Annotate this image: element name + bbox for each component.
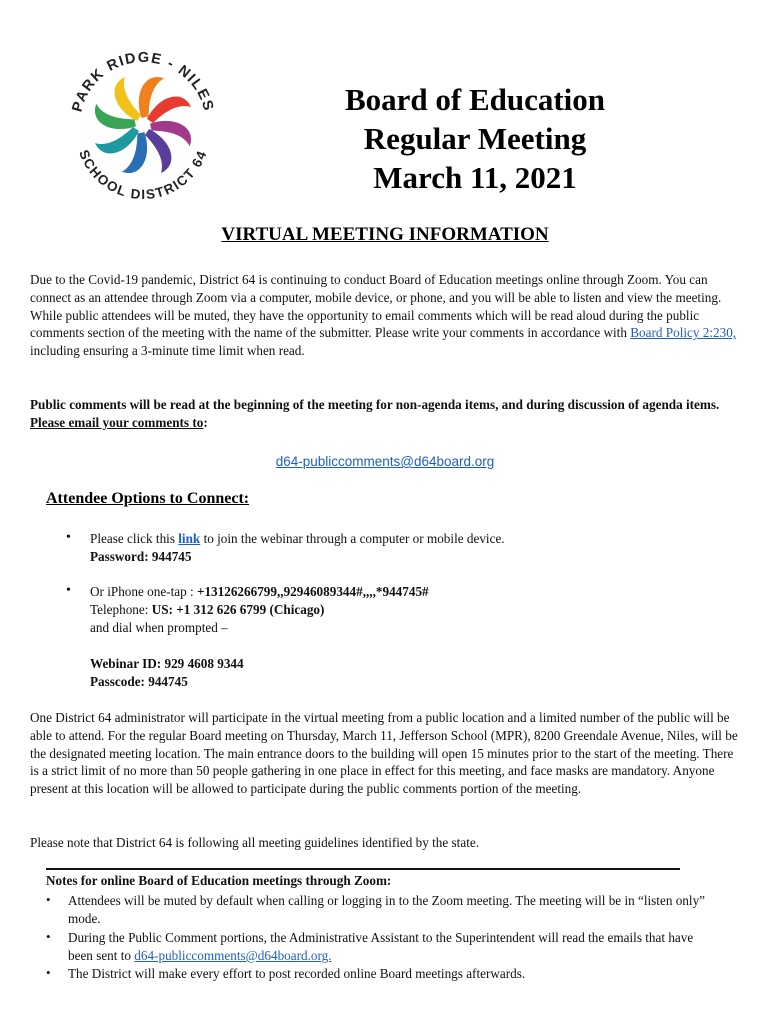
logo-center [139, 121, 147, 129]
intro-text: Due to the Covid-19 pandemic, District 64 is continuing to conduct Board of Education meetings online through Zoom. You can connect as an attendee through Zoom via a computer, mobile device, or phone, and you will be able to listen and view the meeting. While public attendees will be muted, they have the opportunity to email comments which will be read aloud during the public comments section of the meeting with the name of the submitter. Please write your comments in accordance with [30, 272, 722, 341]
note-item-3: The District will make every effort to post recorded online Board meetings afterwards. [68, 966, 526, 981]
logo-petal [145, 129, 171, 173]
webinar-passcode: Passcode: 944745 [90, 673, 188, 689]
option1-text-end: to join the webinar through a computer or mobile device. [200, 531, 505, 546]
iphone-number: +13126266799,,92946089344#,,,,*944745# [196, 584, 429, 599]
note-item-2 [68, 929, 708, 965]
iphone-label: Or iPhone one-tap : [90, 584, 197, 599]
webinar-details [90, 655, 730, 691]
webinar-password: Password: 944745 [90, 548, 192, 564]
option-webinar-link [90, 530, 730, 566]
logo-top-text: PARK RIDGE - NILES [69, 49, 217, 114]
pinwheel-petals [89, 71, 197, 179]
telephone-label: Telephone: [90, 601, 152, 617]
email-instruction: Please email your comments to [30, 414, 204, 430]
note-email-link[interactable]: d64-publiccomments@d64board.org. [134, 947, 332, 963]
notes-heading: Notes for online Board of Education meetings through Zoom: [46, 873, 392, 888]
telephone-number: US: +1 312 626 6799 (Chicago) [151, 601, 325, 617]
public-comments-text: Public comments will be read at the beginning of the meeting for non-agenda items, and during discussion of agenda items. [30, 397, 720, 412]
public-comments-email-link[interactable]: d64-publiccomments@d64board.org [275, 454, 495, 469]
public-comments-paragraph [30, 396, 742, 432]
option1-text: Please click this [90, 531, 179, 546]
page-title [290, 80, 660, 197]
title-line-3: March 11, 2021 [373, 160, 577, 195]
title-line-1: Board of Education [344, 82, 606, 117]
administrator-paragraph: One District 64 administrator will participate in the virtual meeting from a public location and a limited number of the public will be able to attend. For the regular Board meeting on Thursday, March 11, Jefferson School (MPR), 8200 Greendale Avenue, Niles, will be the designated meeting location. The main entrance doors to the building will open 15 minutes prior to the start of the meeting. There is a strict limit of no more than 50 people gathering in one place in effect for this meeting, and face masks are mandatory. Anyone present at this location will be allowed to participate during the public comments portion of the meeting. [30, 710, 738, 797]
public-comments-email [0, 454, 770, 469]
bullet-icon: • [46, 892, 51, 907]
colon: : [203, 414, 208, 430]
attendee-options-heading: Attendee Options to Connect: [46, 490, 250, 507]
logo-bottom-text: SCHOOL DISTRICT 64 [76, 147, 210, 203]
bullet-icon: • [46, 929, 51, 944]
option-phone [90, 583, 730, 636]
intro-paragraph [30, 271, 742, 360]
bullet-icon: • [66, 530, 71, 545]
webinar-link[interactable]: link [178, 531, 201, 546]
divider [46, 868, 680, 870]
title-line-2: Regular Meeting [363, 121, 587, 156]
intro-text-end: including ensuring a 3-minute time limit when read. [30, 343, 305, 359]
logo-petal [95, 127, 139, 153]
bullet-icon: • [46, 965, 51, 980]
section-heading: VIRTUAL MEETING INFORMATION [221, 224, 549, 245]
logo-petal [147, 97, 191, 123]
logo-petal [115, 77, 141, 121]
guidelines-note: Please note that District 64 is following all meeting guidelines identified by the state. [30, 835, 480, 850]
district-logo [62, 44, 224, 206]
board-policy-link[interactable]: Board Policy 2:230, [630, 325, 737, 341]
bullet-icon: • [66, 583, 71, 598]
note-item-2-text: During the Public Comment portions, the Administrative Assistant to the Superintendent will read the emails that have been sent to [68, 930, 694, 963]
note-item-1: Attendees will be muted by default when calling or logging in to the Zoom meeting. The meeting will be in “listen only” mode. [68, 893, 706, 926]
webinar-id: Webinar ID: 929 4608 9344 [90, 656, 244, 671]
dial-instruction: and dial when prompted – [90, 619, 228, 635]
